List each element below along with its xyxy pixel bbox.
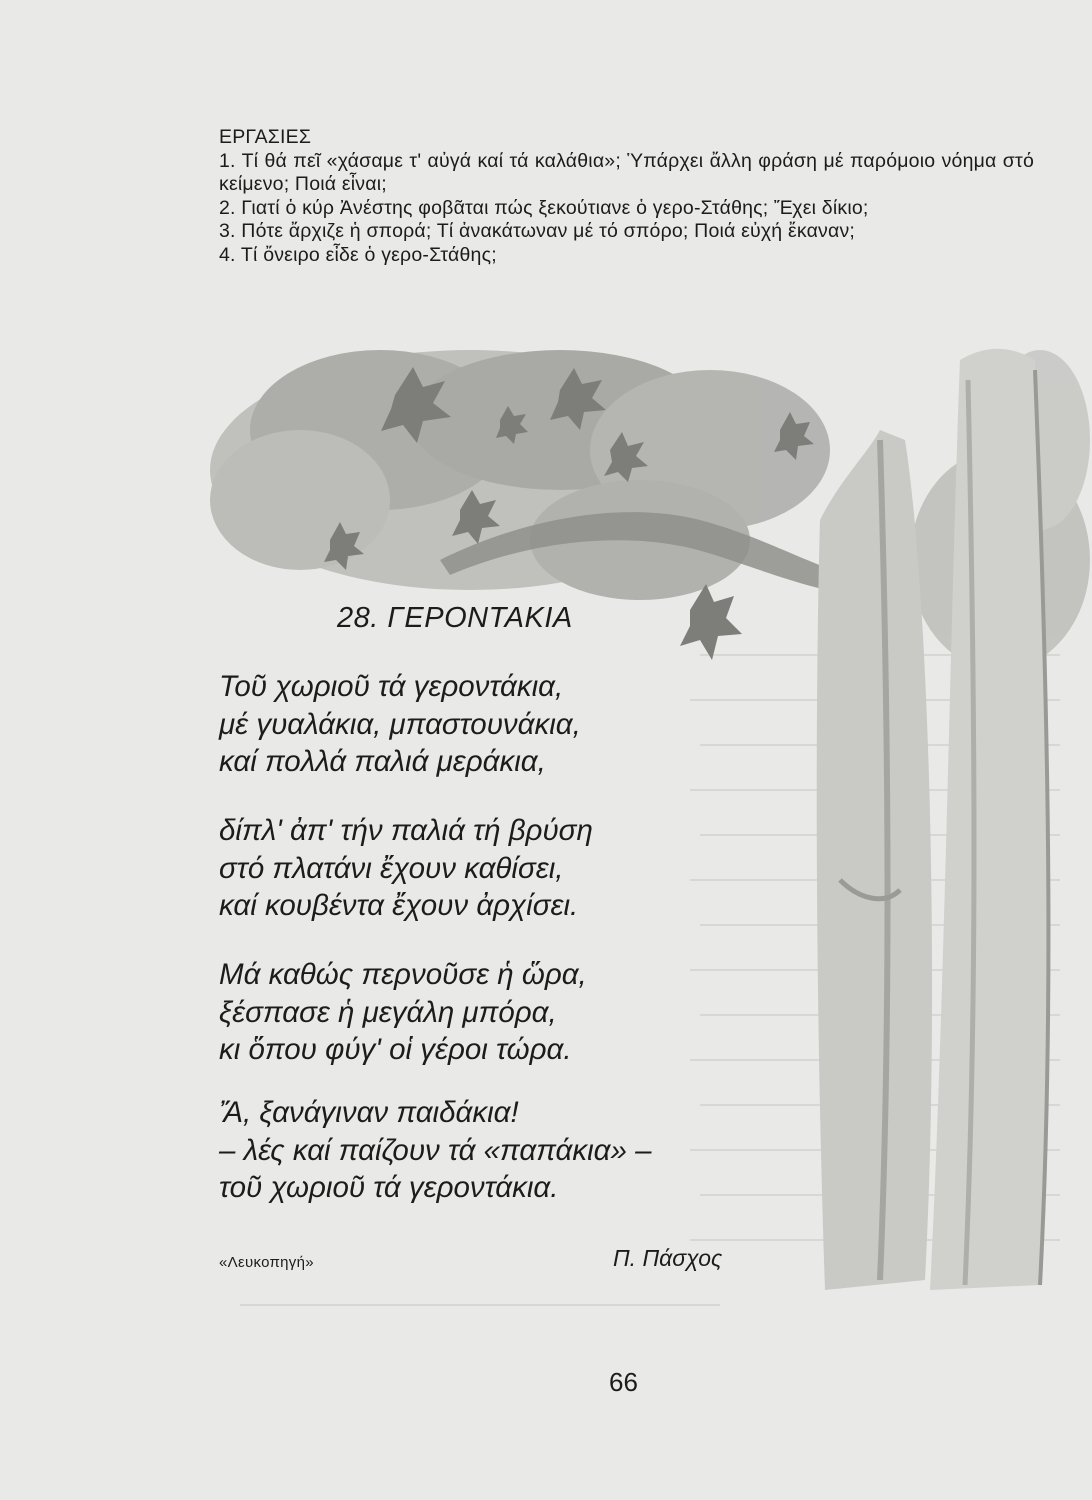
exercise-question: 1. Τί θά πεῖ «χάσαμε τ' αὐγά καί τά καλάθια»; Ὑπάρχει ἄλλη φράση μέ παρόμοιο νόημα στό κείμενο; Ποιά εἶναι;: [219, 149, 1034, 195]
poem-line: δίπλ' ἀπ' τήν παλιά τή βρύση: [219, 814, 593, 847]
poem-line: καί πολλά παλιά μεράκια,: [219, 745, 546, 778]
poem-line: κι ὅπου φύγ' οἱ γέροι τώρα.: [219, 1033, 572, 1066]
exercise-question: 3. Πότε ἄρχιζε ἡ σπορά; Τί ἀνακάτωναν μέ τό σπόρο; Ποιά εὐχή ἔκαναν;: [219, 220, 856, 242]
poem-line: – λές καί παίζουν τά «παπάκια» –: [219, 1133, 652, 1167]
page-number: 66: [609, 1367, 638, 1397]
poem-line: ξέσπασε ἡ μεγάλη μπόρα,: [219, 995, 557, 1029]
poem-line: στό πλατάνι ἔχουν καθίσει,: [219, 851, 564, 885]
poem-line: Μά καθώς περνοῦσε ἡ ὥρα,: [219, 958, 587, 991]
poem-line: καί κουβέντα ἔχουν ἀρχίσει.: [219, 889, 579, 922]
exercises-section: [219, 126, 1034, 267]
poem-source: «Λευκοπηγή»: [219, 1254, 314, 1271]
poem-author: Π. Πάσχος: [613, 1245, 723, 1271]
poem-stanza: [219, 812, 593, 925]
poem-line: Τοῦ χωριοῦ τά γεροντάκια,: [219, 670, 564, 703]
exercise-question: 4. Τί ὄνειρο εἶδε ὁ γερο-Στάθης;: [219, 243, 497, 266]
exercise-question: 2. Γιατί ὁ κύρ Ἀνέστης φοβᾶται πώς ξεκούτιανε ὁ γερο-Στάθης; Ἔχει δίκιο;: [219, 196, 869, 219]
poem-stanza: [219, 956, 587, 1069]
poem-title: 28. ΓΕΡΟΝΤΑΚΙΑ: [337, 602, 573, 634]
exercises-heading: ΕΡΓΑΣΙΕΣ: [219, 126, 312, 148]
poem-line: τοῦ χωριοῦ τά γεροντάκια.: [219, 1171, 559, 1204]
poem-line: Ἄ, ξανάγιναν παιδάκια!: [219, 1096, 519, 1129]
poem-stanza: [219, 1094, 652, 1207]
poem-stanza: [219, 668, 581, 781]
poem-line: μέ γυαλάκια, μπαστουνάκια,: [219, 707, 581, 741]
